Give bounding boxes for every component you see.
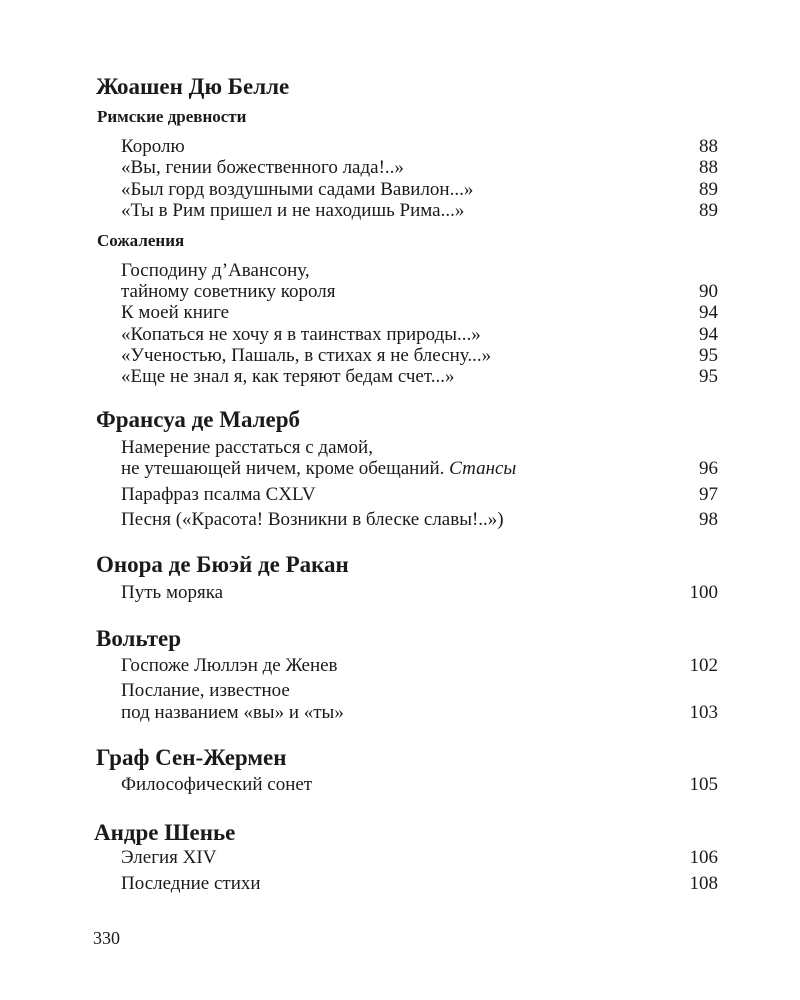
toc-entry-title: Послание, известное	[121, 680, 290, 701]
toc-entry-title: под названием «вы» и «ты»	[121, 702, 344, 723]
toc-entry-page: 89	[699, 179, 718, 200]
toc-entry-title: не утешающей ничем, кроме обещаний. Стансы	[121, 458, 517, 479]
toc-entry-page: 100	[689, 582, 718, 603]
toc-entry-title: Путь моряка	[121, 582, 224, 603]
toc-entry-page: 88	[699, 157, 718, 178]
toc-entry-title: «Еще не знал я, как теряют бедам счет...»	[121, 366, 455, 387]
toc-entry-page: 88	[699, 136, 718, 157]
toc-entry-title: «Ученостью, Пашаль, в стихах я не блесну...»	[121, 345, 492, 366]
toc-entry-page: 103	[689, 702, 718, 723]
toc-entry-page: 96	[699, 458, 718, 479]
toc-entry-title: Философический сонет	[121, 774, 313, 795]
toc-entry-page: 106	[689, 847, 718, 868]
author-heading: Вольтер	[96, 626, 182, 651]
toc-entry-title: тайному советнику короля	[121, 281, 336, 302]
author-heading: Франсуа де Малерб	[96, 407, 301, 432]
toc-entry-page: 98	[699, 509, 718, 530]
toc-entry-page: 94	[699, 302, 718, 323]
toc-entry-title: «Был горд воздушными садами Вавилон...»	[121, 179, 474, 200]
section-heading: Сожаления	[97, 231, 185, 250]
toc-entry-title: Королю	[121, 136, 185, 157]
toc-entry-page: 95	[699, 366, 718, 387]
toc-entry-page: 105	[689, 774, 718, 795]
toc-entry-page: 90	[699, 281, 718, 302]
toc-entry-title: Госпоже Люллэн де Женев	[121, 655, 338, 676]
toc-entry-title: Последние стихи	[121, 873, 261, 894]
toc-entry-page: 95	[699, 345, 718, 366]
toc-entry-page: 108	[689, 873, 718, 894]
toc-entry-title: «Копаться не хочу я в таинствах природы...»	[121, 324, 481, 345]
toc-entry-title: «Ты в Рим пришел и не находишь Рима...»	[121, 200, 465, 221]
toc-entry-page: 94	[699, 324, 718, 345]
page-number: 330	[93, 928, 120, 948]
toc-entry-title: Намерение расстаться с дамой,	[121, 437, 373, 458]
genre-label: Стансы	[449, 458, 517, 479]
toc-entry-title: Господину д’Авансону,	[121, 260, 310, 281]
toc-entry-page: 97	[699, 484, 718, 505]
toc-entry-title: Парафраз псалма CXLV	[121, 484, 316, 505]
toc-entry-page: 102	[689, 655, 718, 676]
author-heading: Онора де Бюэй де Ракан	[96, 552, 349, 577]
toc-entry-title: Песня («Красота! Возникни в блеске славы!..»)	[121, 509, 504, 530]
toc-entry-title: Элегия XIV	[121, 847, 217, 868]
section-heading: Римские древности	[97, 107, 247, 126]
toc-entry-title: «Вы, гении божественного лада!..»	[121, 157, 404, 178]
toc-entry-page: 89	[699, 200, 718, 221]
author-heading: Андре Шенье	[94, 820, 236, 845]
author-heading: Граф Сен-Жермен	[96, 745, 287, 770]
toc-entry-title: К моей книге	[121, 302, 230, 323]
author-heading: Жоашен Дю Белле	[96, 74, 290, 99]
